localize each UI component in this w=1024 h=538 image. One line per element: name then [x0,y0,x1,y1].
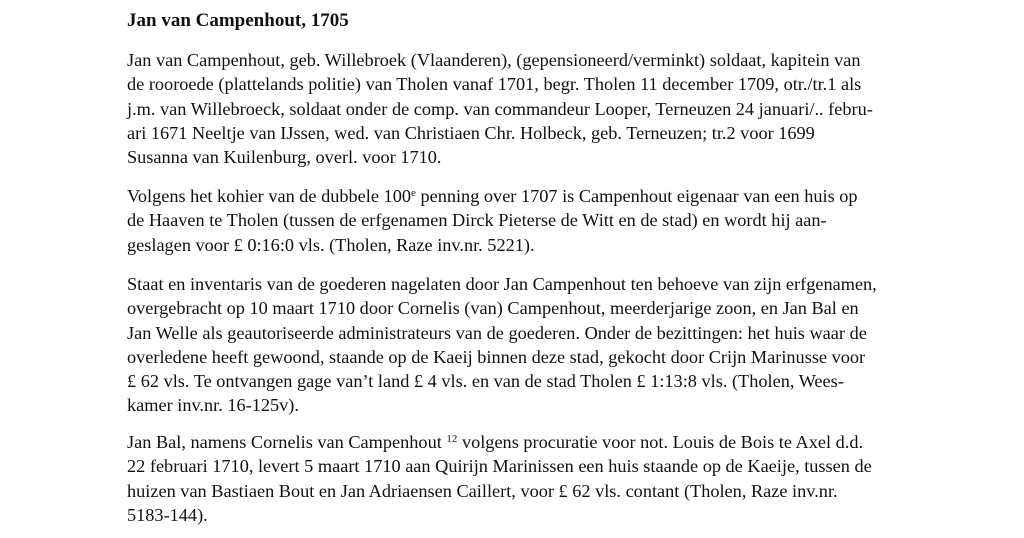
text-line: j.m. van Willebroeck, soldaat onder de comp. van commandeur Looper, Terneuzen 24 januari/.. febru- [127,98,873,119]
text-line: 22 februari 1710, levert 5 maart 1710 aan Quirijn Marinissen een huis staande op de Kaeije, tussen de [127,456,872,477]
text-line: Staat en inventaris van de goederen nagelaten door Jan Campenhout ten behoeve van zijn erfgenamen, [127,274,877,294]
text-line: Jan van Campenhout, geb. Willebroek (Vlaanderen), (gepensioneerd/verminkt) soldaat, kapitein van [127,50,861,70]
footnote-marker: 12 [446,433,458,445]
text-line: overgebracht op 10 maart 1710 door Cornelis (van) Campenhout, meerderjarige zoon, en Jan Bal en [127,298,859,319]
document-title: Jan van Campenhout, 1705 [127,10,349,31]
text-line: Jan Welle als geautoriseerde administrateurs van de goederen. Onder de bezittingen: het huis waar de [127,322,867,343]
text-line: 5183-144). [127,504,208,525]
superscript: e [410,187,416,199]
text-segment: Volgens het kohier van de dubbele 100 [127,186,411,206]
text-segment: penning over 1707 is Campenhout eigenaar van een huis op [415,186,858,206]
paragraph-tax-register [127,184,858,257]
text-line: £ 62 vls. Te ontvangen gage van’t land £ 4 vls. en van de stad Tholen £ 1:13:8 vls. (Tholen, Wees- [127,371,844,392]
text-line: geslagen voor £ 0:16:0 vls. (Tholen, Raze inv.nr. 5221). [127,234,535,255]
paragraph-transfer [127,430,872,527]
text-line: de Haaven te Tholen (tussen de erfgenamen Dirck Pieterse de Witt en de stad) en wordt hij aan- [127,210,827,231]
text-line: ari 1671 Neeltje van IJssen, wed. van Christiaen Chr. Holbeck, geb. Terneuzen; tr.2 voor 1699 [127,122,815,143]
paragraph-inventory [127,272,877,418]
text-line: huizen van Bastiaen Bout en Jan Adriaensen Caillert, voor £ 62 vls. contant (Tholen, Raze inv.nr. [127,480,838,501]
text-line [127,184,858,208]
text-line: kamer inv.nr. 16-125v). [127,395,299,416]
text-line: overledene heeft gewoond, staande op de Kaeij binnen deze stad, gekocht door Crijn Marinusse voor [127,346,866,367]
text-line: de rooroede (plattelands politie) van Tholen vanaf 1701, begr. Tholen 11 december 1709, otr./tr.1 als [127,74,862,95]
text-line: Susanna van Kuilenburg, overl. voor 1710. [127,147,442,168]
paragraph-biography [127,48,873,169]
text-segment: volgens procuratie voor not. Louis de Bois te Axel d.d. [457,432,864,452]
text-segment: Jan Bal, namens Cornelis van Campenhout [127,432,447,452]
text-line [127,430,872,454]
